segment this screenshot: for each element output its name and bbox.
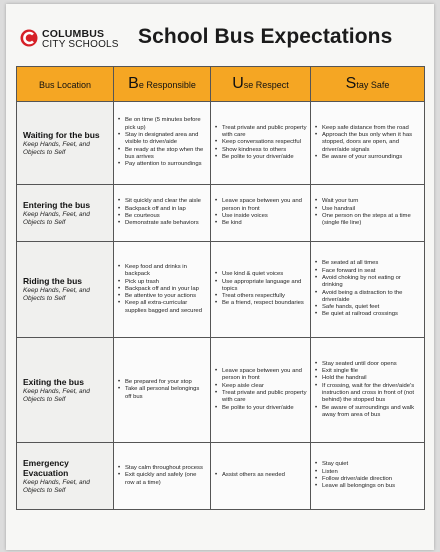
expectation-item: • Keep all extra-curricular supplies bagged and secured — [125, 300, 207, 315]
stay-safe-cell — [311, 185, 425, 242]
expectations-table — [16, 66, 425, 510]
expectation-list — [314, 260, 421, 318]
use-respect-cell — [211, 185, 311, 242]
table-row — [17, 102, 425, 185]
table-row — [17, 443, 425, 510]
location-subtitle: Keep Hands, Feet, and Objects to Self — [23, 287, 90, 302]
page-title: School Bus Expectations — [138, 25, 393, 48]
table-row — [17, 242, 425, 338]
expectation-item: • Face forward in seat — [322, 268, 421, 275]
expectation-item: • Be kind — [222, 220, 307, 227]
header-initial: S — [345, 75, 357, 92]
expectation-list — [214, 271, 307, 307]
expectation-item: • Leave space between you and person in front — [222, 198, 307, 213]
header-label: se Respect — [243, 80, 289, 90]
expectation-item: • Use appropriate language and topics — [222, 279, 307, 294]
be-responsible-cell — [114, 185, 211, 242]
expectation-item: • Keep food and drinks in backpack — [125, 264, 207, 279]
expectation-list — [117, 264, 207, 315]
expectation-item: • Be ready at the stop when the bus arrives — [125, 147, 207, 162]
logo-text-line1: COLUMBUS — [42, 28, 105, 40]
expectation-item: • Wait your turn — [322, 198, 421, 205]
column-header-use-respect — [211, 67, 311, 102]
expectation-item: • Follow driver/aide direction — [322, 476, 421, 483]
expectation-item: • Stay quiet — [322, 461, 421, 468]
expectation-item: • Be seated at all times — [322, 260, 421, 267]
expectation-item: • Be attentive to your actions — [125, 293, 207, 300]
stay-safe-cell — [311, 102, 425, 185]
district-logo — [20, 26, 136, 56]
expectation-item: • Use inside voices — [222, 213, 307, 220]
expectation-item: • Stay in designated area and visible to driver/aide — [125, 132, 207, 147]
expectation-item: • Be quiet at railroad crossings — [322, 311, 421, 318]
use-respect-cell — [211, 102, 311, 185]
column-header-stay-safe — [311, 67, 425, 102]
expectation-item: • Stay calm throughout process — [125, 465, 207, 472]
location-title: Emergency Evacuation — [23, 457, 69, 478]
expectation-item: • Be polite to your driver/aide — [222, 405, 307, 412]
expectation-item: • Treat private and public property with care — [222, 125, 307, 140]
expectation-item: • Sit quickly and clear the aisle — [125, 198, 207, 205]
be-responsible-cell — [114, 242, 211, 338]
header-label: tay Safe — [356, 80, 390, 90]
bus-location-cell — [17, 102, 114, 185]
location-subtitle: Keep Hands, Feet, and Objects to Self — [23, 387, 90, 403]
use-respect-cell — [211, 242, 311, 338]
location-subtitle: Keep Hands, Feet, and Objects to Self — [23, 210, 90, 226]
expectation-item: • Exit quickly and safely (one row at a time) — [125, 472, 207, 487]
expectation-item: • Keep conversations respectful — [222, 139, 307, 146]
expectation-item: • Treat others respectfully — [222, 293, 307, 300]
expectation-list — [117, 117, 207, 168]
use-respect-cell — [211, 443, 311, 510]
expectation-item: • Listen — [322, 469, 421, 476]
expectation-item: • Be polite to your driver/aide — [222, 154, 307, 161]
expectation-item: • Show kindness to others — [222, 147, 307, 154]
expectation-item: • Be aware of surroundings and walk away from area of bus — [322, 405, 421, 420]
use-respect-cell — [211, 338, 311, 443]
expectation-item: • Be prepared for your stop — [125, 379, 207, 386]
expectation-item: • Hold the handrail — [322, 375, 421, 382]
expectation-item: • Stay seated until door opens — [322, 361, 421, 368]
expectation-item: • Backpack off and in lap — [125, 206, 207, 213]
expectation-item: • Pick up trash — [125, 279, 207, 286]
stay-safe-cell — [311, 242, 425, 338]
be-responsible-cell — [114, 443, 211, 510]
logo-text-line2: CITY SCHOOLS — [42, 39, 119, 50]
stay-safe-cell — [311, 443, 425, 510]
expectation-list — [214, 125, 307, 161]
column-header-be-responsible — [114, 67, 211, 102]
location-title: Waiting for the bus — [23, 129, 100, 140]
expectation-item: • Demonstrate safe behaviors — [125, 220, 207, 227]
expectation-item: • Be courteous — [125, 213, 207, 220]
bus-location-cell — [17, 443, 114, 510]
bus-location-cell — [17, 185, 114, 242]
expectation-list — [314, 125, 421, 161]
bus-location-cell — [17, 242, 114, 338]
expectation-list — [117, 465, 207, 487]
expectation-item: • Keep safe distance from the road — [322, 125, 421, 132]
expectation-list — [314, 461, 421, 490]
header-initial: B — [128, 75, 139, 92]
expectation-item: • Be on time (5 minutes before pick up) — [125, 117, 207, 132]
table-body — [17, 102, 425, 510]
expectation-item: • Use kind & quiet voices — [222, 271, 307, 278]
expectation-item: • Be a friend, respect boundaries — [222, 300, 307, 307]
expectation-item: • If crossing, wait for the driver/aide's instruction and cross in front of (not behind) the stopped bus — [322, 383, 421, 405]
expectation-item: • Avoid being a distraction to the driver/aide — [322, 290, 421, 305]
location-subtitle: Keep Hands, Feet, and Objects to Self — [23, 478, 90, 494]
expectation-item: • Exit single file — [322, 368, 421, 375]
expectation-item: • Keep aisle clear — [222, 383, 307, 390]
expectation-list — [214, 472, 307, 479]
expectation-list — [117, 198, 207, 227]
stay-safe-cell — [311, 338, 425, 443]
expectation-item: • Avoid choking by not eating or drinking — [322, 275, 421, 290]
column-header-bus-location — [17, 67, 114, 102]
table-row — [17, 338, 425, 443]
expectation-item: • Leave all belongings on bus — [322, 483, 421, 490]
expectation-item: • Be aware of your surroundings — [322, 154, 421, 161]
expectation-item: • Treat private and public property with care — [222, 390, 307, 405]
location-title: Exiting the bus — [23, 376, 84, 387]
expectation-list — [214, 368, 307, 412]
location-title: Entering the bus — [23, 199, 91, 210]
expectation-list — [117, 379, 207, 401]
header-label: Bus Location — [38, 80, 92, 90]
be-responsible-cell — [114, 102, 211, 185]
header-label: e Responsible — [138, 80, 196, 90]
expectation-list — [314, 198, 421, 227]
page-header — [16, 24, 424, 60]
table-row — [17, 185, 425, 242]
expectation-item: • One person on the steps at a time (single file line) — [322, 213, 421, 228]
expectation-list — [314, 361, 421, 419]
expectation-item: • Use handrail — [322, 206, 421, 213]
be-responsible-cell — [114, 338, 211, 443]
expectation-item: • Pay attention to surroundings — [125, 161, 207, 168]
location-subtitle: Keep Hands, Feet, and Objects to Self — [23, 140, 90, 156]
header-initial: U — [232, 75, 244, 92]
document-page — [6, 4, 434, 550]
columbus-logo-icon — [20, 28, 38, 48]
expectation-item: • Backpack off and in your lap — [125, 286, 207, 293]
expectation-item: • Take all personal belongings off bus — [125, 386, 207, 401]
expectation-item: • Assist others as needed — [222, 472, 307, 479]
location-title: Riding the bus — [23, 276, 83, 286]
table-header-row — [17, 67, 425, 102]
expectation-item: • Safe hands, quiet feet — [322, 304, 421, 311]
bus-location-cell — [17, 338, 114, 443]
expectation-item: • Approach the bus only when it has stopped, doors are open, and driver/aide signals — [322, 132, 421, 154]
expectation-item: • Leave space between you and person in front — [222, 368, 307, 383]
expectation-list — [214, 198, 307, 227]
